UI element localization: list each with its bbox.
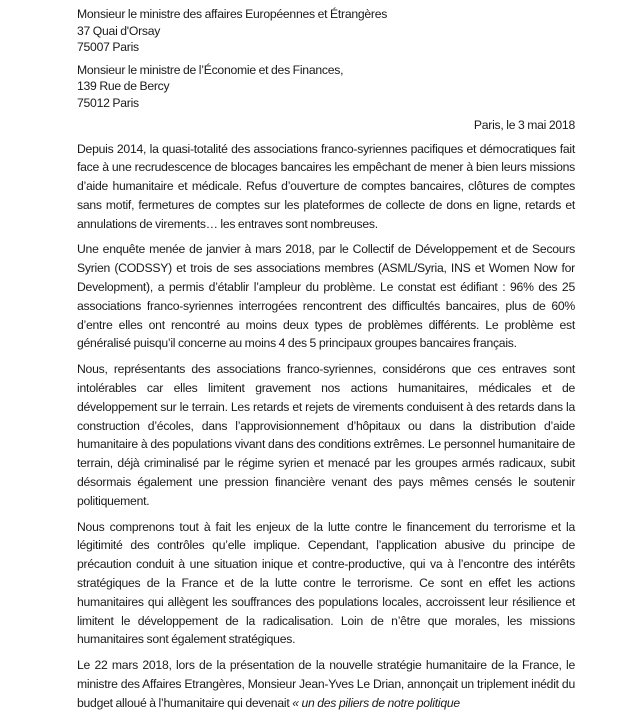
recipient-city: 75007 Paris — [77, 40, 139, 54]
recipient-address-1 — [77, 6, 575, 56]
body-paragraph-4: Nous comprenons tout à fait les enjeux de la lutte contre le financement du terrorisme et la légitimité des contrôles qu’elle implique. Cependant, l’application abusive du principe de précaution conduit à une situation inique et contre-productive, qui va à l’encontre des intérêts stratégiques de la France et de la lutte contre le terrorisme. Ce sont en effet les actions humanitaires qui allègent les souffrances des populations locales, accroissent leur résilience et limitent le développement de la radicalisation. Loin de n’être que morales, les missions humanitaires sont également stratégiques. — [77, 519, 575, 647]
recipient-street: 139 Rue de Bercy — [77, 79, 170, 93]
body-paragraph-5 — [77, 656, 575, 712]
letter-date: Paris, le 3 mai 2018 — [473, 118, 575, 132]
body-paragraph-3: Nous, représentants des associations franco-syriennes, considérons que ces entraves sont intolérables car elles limitent gravement nos actions humanitaires, médicales et de développement sur le terrain. Les retards et rejets de virements conduisent à des retards dans la construction d’écoles, dans l’approvisionnement d’hôpitaux ou dans la distribution d’aide humanitaire à des populations vivant dans des conditions extrêmes. Le personnel humanitaire de terrain, déjà criminalisé par le régime syrien et menacé par les groupes armés radicaux, subit désormais également une pression financière venant des pays mêmes censés le soutenir politiquement. — [77, 362, 575, 508]
quote-text: « un des piliers de notre politique — [292, 695, 460, 710]
recipient-name: Monsieur le ministre de l’Économie et des Finances, — [77, 62, 344, 77]
recipient-address-2 — [77, 62, 575, 112]
recipient-city: 75012 Paris — [77, 95, 139, 110]
body-paragraph-1: Depuis 2014, la quasi-totalité des associations franco-syriennes pacifiques et démocratiques fait face à une recrudescence de blocages bancaires les empêchant de mener à bien leurs missions d’aide humanitaire et médicale. Refus d’ouverture de comptes bancaires, clôtures de comptes sans motif, fermetures de comptes sur les plateformes de collecte de dons en ligne, retards et annulations de virements… les entraves sont nombreuses. — [77, 141, 575, 231]
body-paragraph-2: Une enquête menée de janvier à mars 2018, par le Collectif de Développement et de Secours Syrien (CODSSY) et trois de ses associations membres (ASML/Syria, INS et Women Now for Development), a permis d’établir l’ampleur du problème. Le constat est édifiant : 96% des 25 associations franco-syriennes interrogées rencontrent des difficultés bancaires, plus de 60% d’entre elles ont rencontré au moins deux types de problèmes différents. Le problème est généralisé puisqu’il concerne au moins 4 des 5 principaux groupes bancaires français. — [77, 242, 575, 351]
recipient-name: Monsieur le ministre des affaires Européennes et Étrangères — [77, 7, 388, 21]
recipient-street: 37 Quai d'Orsay — [77, 23, 161, 38]
paragraph-text: Le 22 mars 2018, lors de la présentation de la nouvelle stratégie humanitaire de la France, le ministre des Affaires Etrangères, Monsieur Jean-Yves Le Drian, annonçait un triplement inédit du budget alloué à l’humanitaire qui devenait — [77, 658, 575, 710]
letter-page — [77, 6, 575, 713]
